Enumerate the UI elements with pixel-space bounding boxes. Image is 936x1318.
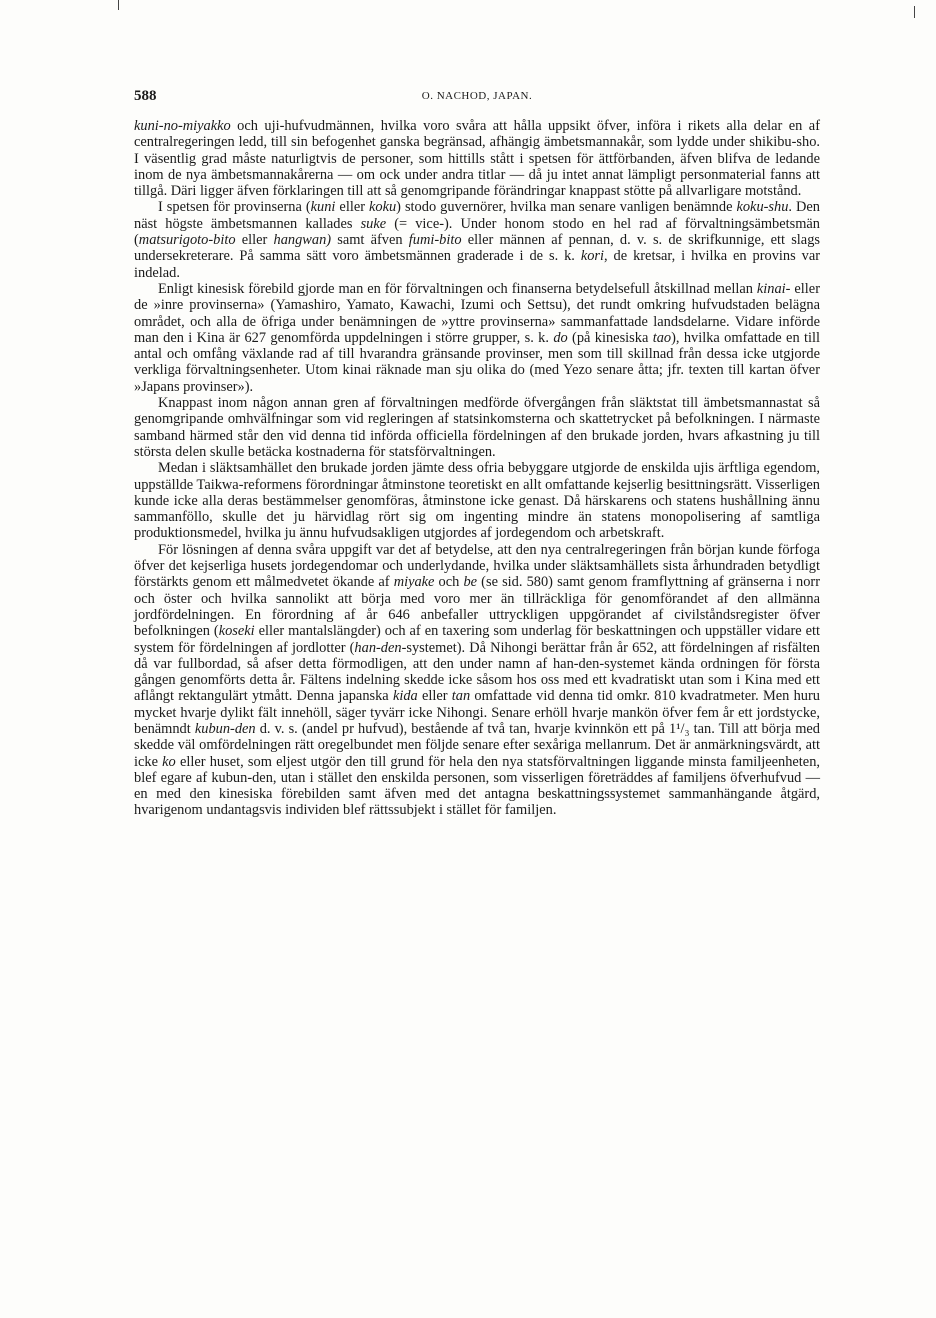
text-run: Enligt kinesisk förebild gjorde man en för förvaltningen och finanserna betydelsefull åtskillnad mellan [158,280,757,297]
page-number: 588 [134,88,157,104]
text-run: För lösningen af denna svåra uppgift var det af betydelse, att den nya centralregeringen från början kunde förfoga öfver det kejserliga husets jordegendomar och underlydande, hvilka under släktsamhällets sista århundraden betydligt förstärkts genom ett målmedvetet ökande af [134,541,820,591]
text-run: ), hvilka omfattade en till antal och omfång växlande rad af till hvarandra gränsande provinser, men som till skillnad från dessa icke utgjorde verkliga förvaltningsenheter. Utom kinai räknade man sju olika do (med Yezo senare åtta; jfr. texten till kartan öfver »Japans provinser»). [134,329,820,395]
italic-term: han-den [354,639,402,656]
italic-term: miyake [393,574,435,591]
text-run: -systemet). Då Nihongi berättar från år 652, att fördelningen af risfälten då var fullbordad, så afser detta förmodligen, att den under namn af han-den-systemet kända ordningen för första gången genomförts detta år. Fältens indelning skedde icke såsom hos oss med ett kvadratiskt utan som i Kina med ett aflångt rektangulärt ytmått. Denna japanska [134,639,820,705]
text-run: d. v. s. (andel pr hufvud), bestående af två tan, hvarje kvinnkön ett på 1¹/₃ tan. Till att börja med skedde väl omfördelningen rätt oregelbundet men följde senare efter sexåriga mellanrum. Det är anmärkningsvärdt, att icke [134,720,820,770]
text-run: Medan i släktsamhället den brukade jorden jämte dess ofria bebyggare utgjorde de enskilda ujis ärftliga egendom, uppställde Taikwa-reformens förordningar åtminstone teoretiskt en allt omfattande kejserlig besittningsrätt. Visserligen kunde icke alla deras bestämmelser genomföras, åtminstone icke genast. Då härskarens och statens hushållning ännu sammanföllo, skulle det ju härvidlag rört sig om ingenting mindre än statens monopolisering af samtliga produktionsmedel, hvilka ju ännu hufvudsakligen utgjordes af jordegendom och arbetskraft. [134,460,820,542]
paragraph [134,199,820,280]
italic-term: koseki [218,623,255,640]
italic-term: kida [392,688,418,705]
text-run: ) stodo guvernörer, hvilka man senare vanligen benämnde [396,199,737,216]
italic-term: kinai- [756,280,791,297]
italic-term: koku-shu [736,199,789,216]
italic-term: kuni-no-miyakko [134,118,231,134]
text-run: I spetsen för provinserna ( [158,199,311,216]
text-run: . Den näst högste ämbetsmannen kallades [134,199,820,232]
text-run: samt äfven [331,232,409,249]
italic-term: hangwan) [273,232,332,249]
text-run: eller männen af pennan, d. v. s. de skrifkunnige, ett slags undersekreterare. På samma sätt voro ämbetsmännen graderade i de s. k. [134,232,820,265]
text-run: och [434,574,464,591]
italic-term: kuni [310,199,336,216]
italic-term: koku [369,199,397,216]
paragraph [134,395,820,460]
text-run: eller [335,199,369,216]
running-head: O. NACHOD, JAPAN. [421,90,533,102]
paragraph [134,542,820,819]
italic-term: tao [652,329,672,346]
paragraph [134,281,820,395]
italic-term: kori [580,248,605,265]
italic-term: tan [451,688,471,705]
page-header [134,88,820,108]
scan-mark [118,0,119,10]
text-run: eller de »inre provinserna» (Yamashiro, Yamato, Kawachi, Izumi och Settsu), det rundt omkring hufvudstaden belägna området, och alla de öfriga under benämningen de »yttre provinserna» sammanfattade landsdelarne. Vidare införde man den i Kina är 627 genomförda uppdelningen i större grupper, s. k. [134,280,820,346]
text-run: eller huset, som eljest utgör den till grund för hela den nya statsförvaltningen liggande minsta familjeenheten, blef egare af kubun-den, utan i stället den enskilda personen, som visserligen företräddes af familjens öfverhufvud — en med den kinesiska förebilden samt äfven med det antagna beskattningssystemet sammanhängande åtgärd, hvarigenom undantagsvis individen blef rättssubjekt i stället för familjen. [134,753,820,819]
paragraph [134,460,820,541]
text-run: (på kinesiska [567,329,653,346]
text-run: eller [235,232,274,249]
italic-term: kubun-den [194,720,256,737]
italic-term: matsurigoto-bito [138,232,236,249]
italic-term: do [553,329,568,346]
italic-term: fumi-bito [408,232,462,249]
text-run: och uji-hufvudmännen, hvilka voro svåra att hålla uppsikt öfver, införa i rikets alla delar en af centralregeringen ledd, till sin befogenhet ganska begränsad, afhängig ämbetsmannakår, som lydde under shikibu-sho. I väsentlig grad måste naturligtvis de personer, som hittills stått i spetsen för ättförbanden, äfven blifva de ledande inom de nya ämbetsmannakårerna — om ock under andra titlar — då ju intet annat lämpligt personmaterial fanns att tillgå. Däri ligger äfven förklaringen till att så genomgripande förändringar knappast stötte på allvarligare motstånd. [134,118,820,200]
text-run: omfattade vid denna tid omkr. 810 kvadratmeter. Men huru mycket hvarje dylikt fält innehöll, säger tyvärr icke Nihongi. Senare erhöll hvarje mankön öfver fem år ett jordstycke, benämndt [134,688,820,737]
italic-term: ko [162,753,176,770]
text-run: , de kretsar, i hvilka en provins var indelad. [134,248,820,281]
italic-term: suke [360,215,387,232]
body-text [134,118,820,819]
italic-term: be [463,574,478,591]
text-run: Knappast inom någon annan gren af förvaltningen medförde öfvergången från släktstat till ämbetsmannastat så genomgripande omhvälfningar som vid regleringen af statsinkomsterna och skattetrycket på befolkningen. I närmaste samband härmed står den vid denna tid införda officiella fördelningen af den brukade jorden, hvars afkastning ju till största delen skulle betäcka kostnaderna för statsförvaltningen. [134,395,820,460]
text-run: (se sid. 580) samt genom framflyttning af gränserna i norr och öster och hvilka sannolikt att börja med voro mer än tillräckliga för genomförandet af den allmänna jordfördelningen. En förordning af år 646 anbefaller uttryckligen uppgörandet af civilståndsregister öfver befolkningen ( [134,574,820,640]
text-run: eller [417,688,452,705]
text-run: eller mantalslängder) och af en taxering som underlag för beskattningen och uppställer vidare ett system för fördelningen af jordlotter ( [134,623,820,656]
scan-mark [914,6,915,18]
text-run: (= vice-). Under honom stodo en hel rad af förvaltningsämbetsmän ( [134,215,820,249]
paragraph [134,118,820,199]
